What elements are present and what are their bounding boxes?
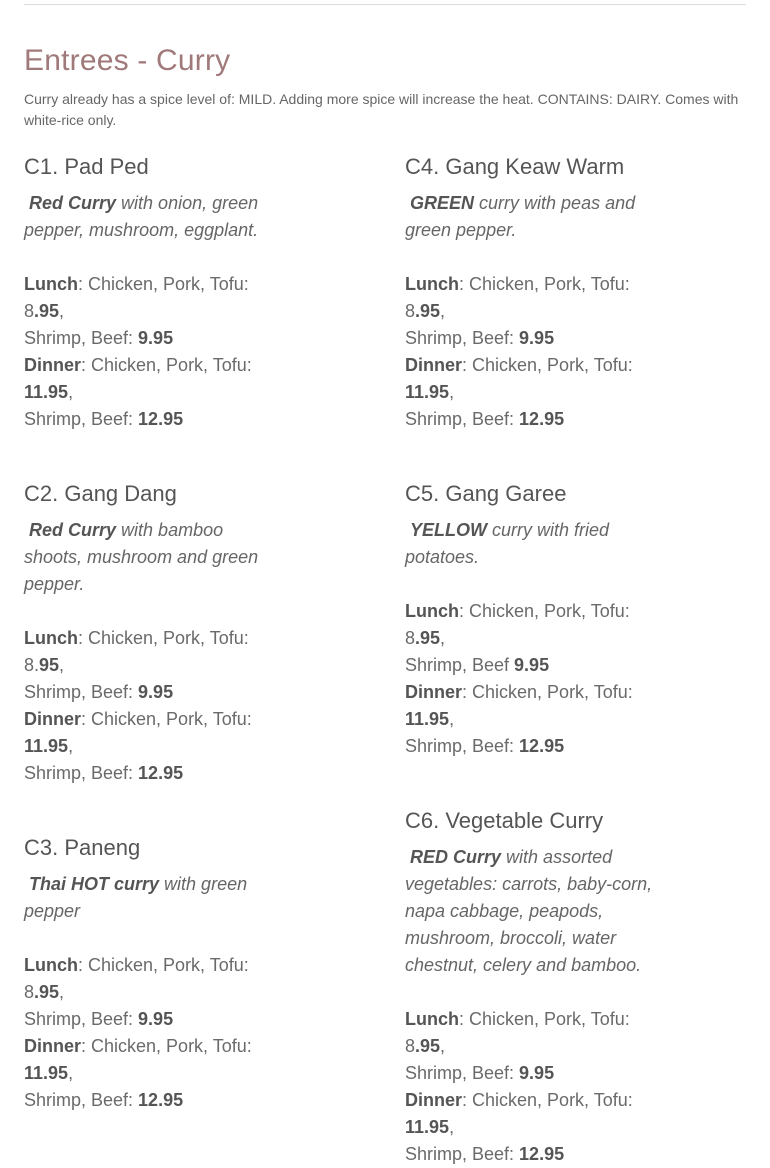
curry-type: Red Curry xyxy=(29,520,117,540)
lunch-label: Lunch xyxy=(405,274,459,294)
item-name: C5. Gang Garee xyxy=(405,481,567,506)
lunch-label: Lunch xyxy=(24,955,78,975)
menu-item-c1 xyxy=(24,154,284,433)
item-prices: Lunch: Chicken, Pork, Tofu: 8.95, Shrimp, Beef: 9.95 Dinner: Chicken, Pork, Tofu: 11.95, Shrimp, Beef: 12.95 xyxy=(405,274,633,429)
section-title: Entrees - Curry xyxy=(24,44,231,77)
item-prices: Lunch: Chicken, Pork, Tofu: 8.95, Shrimp, Beef: 9.95 Dinner: Chicken, Pork, Tofu: 11.95, Shrimp, Beef: 12.95 xyxy=(24,955,252,1110)
item-prices: Lunch: Chicken, Pork, Tofu: 8.95, Shrimp, Beef: 9.95 Dinner: Chicken, Pork, Tofu: 11.95, Shrimp, Beef: 12.95 xyxy=(24,274,252,429)
lunch-label: Lunch xyxy=(24,628,78,648)
menu-item-c4 xyxy=(405,154,665,433)
lunch-label: Lunch xyxy=(24,274,78,294)
item-name: C4. Gang Keaw Warm xyxy=(405,154,625,179)
item-description: YELLOW curry with fried potatoes. xyxy=(405,520,610,567)
item-prices: Lunch: Chicken, Pork, Tofu: 8.95, Shrimp, Beef 9.95 Dinner: Chicken, Pork, Tofu: 11.95, Shrimp, Beef: 12.95 xyxy=(405,601,633,756)
item-name: C3. Paneng xyxy=(24,835,141,860)
menu-item-c5 xyxy=(405,481,665,760)
item-description: Red Curry with onion, green pepper, mushroom, eggplant. xyxy=(24,193,259,240)
curry-type: GREEN xyxy=(410,193,475,213)
item-prices: Lunch: Chicken, Pork, Tofu: 8.95, Shrimp, Beef: 9.95 Dinner: Chicken, Pork, Tofu: 11.95, Shrimp, Beef: 12.95 xyxy=(24,628,252,783)
menu-item-c3 xyxy=(24,835,284,1114)
item-name: C2. Gang Dang xyxy=(24,481,177,506)
item-description: Thai HOT curry with green pepper xyxy=(24,874,248,921)
menu-item-c6 xyxy=(405,808,665,1168)
item-description: GREEN curry with peas and green pepper. xyxy=(405,193,636,240)
dinner-label: Dinner xyxy=(24,1036,82,1056)
lunch-label: Lunch xyxy=(405,601,459,621)
curry-type: Red Curry xyxy=(29,193,117,213)
section-subtitle: Curry already has a spice level of: MILD. Adding more spice will increase the heat. CONTAINS: DAIRY. Comes with white-rice only. xyxy=(24,91,739,128)
menu-item-c2 xyxy=(24,481,284,787)
dinner-label: Dinner xyxy=(24,355,82,375)
item-description: Red Curry with bamboo shoots, mushroom and green pepper. xyxy=(24,520,259,594)
curry-type: Thai HOT curry xyxy=(29,874,160,894)
item-description: RED Curry with assorted vegetables: carrots, baby-corn, napa cabbage, peapods, mushroom, broccoli, water chestnut, celery and bamboo. xyxy=(405,847,653,975)
item-name: C6. Vegetable Curry xyxy=(405,808,604,833)
item-name: C1. Pad Ped xyxy=(24,154,149,179)
dinner-label: Dinner xyxy=(24,709,82,729)
dinner-label: Dinner xyxy=(405,682,463,702)
dinner-label: Dinner xyxy=(405,355,463,375)
curry-type: YELLOW xyxy=(410,520,488,540)
lunch-label: Lunch xyxy=(405,1009,459,1029)
curry-type: RED Curry xyxy=(410,847,502,867)
top-divider xyxy=(24,4,746,5)
dinner-label: Dinner xyxy=(405,1090,463,1110)
item-prices: Lunch: Chicken, Pork, Tofu: 8.95, Shrimp, Beef: 9.95 Dinner: Chicken, Pork, Tofu: 11.95, Shrimp, Beef: 12.95 xyxy=(405,1009,633,1164)
